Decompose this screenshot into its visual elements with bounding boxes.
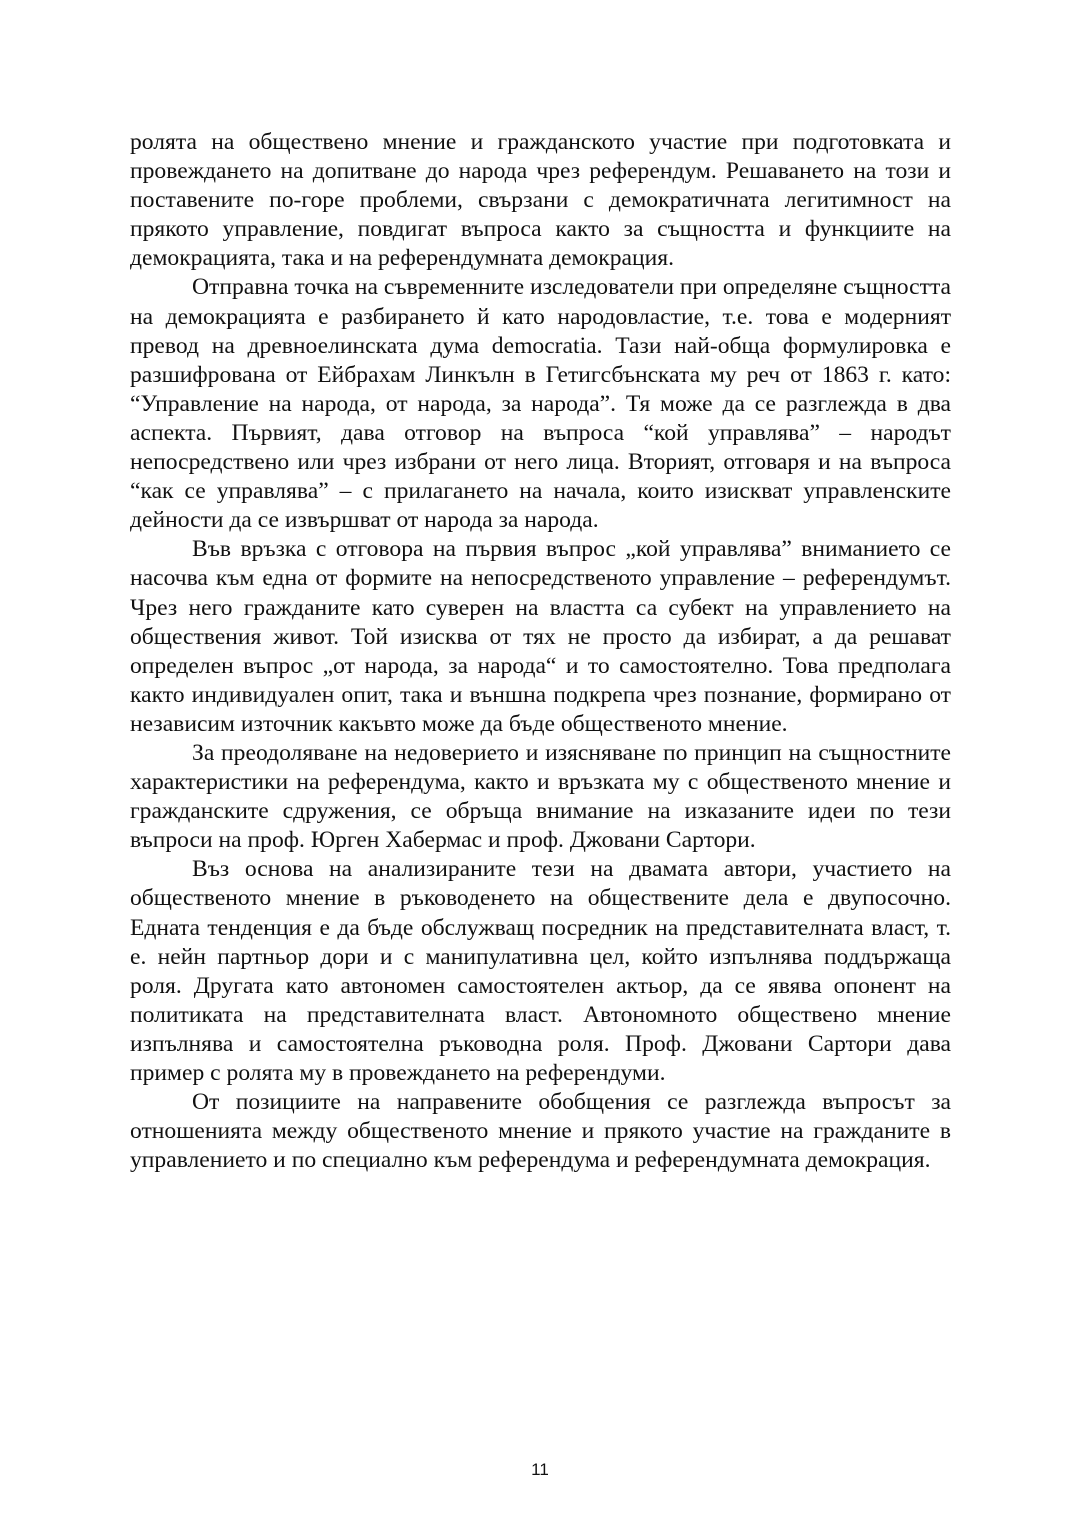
paragraph-5: Въз основа на анализираните тези на двамата автори, участието на общественото мнение в ръководенето на обществените дела е двупосочно. Едната тенденция е да бъде обслужващ посредник на представителната власт, т. е. нейн партньор дори и с манипулативна цел, който изпълнява поддържаща роля. Другата като автономен самостоятелен актьор, да се явява опонент на политиката на представителната власт. Автономното обществено мнение изпълнява и самостоятелна ръководна роля. Проф. Джовани Сартори дава пример с ролята му в провеждането на референдуми. (130, 856, 951, 1086)
paragraph-4: За преодоляване на недоверието и изясняване по принцип на същностните характеристики на референдума, както и връзката му с общественото мнение и гражданските сдружения, се обръща внимание на изказаните идеи по тези въпроси на проф. Юрген Хабермас и проф. Джовани Сартори. (130, 739, 951, 854)
paragraph-1: ролята на обществено мнение и гражданското участие при подготовката и провеждането на допитване до народа чрез референдум. Решаването на този и поставените по-горе проблеми, свързани с демократичната легитимност на прякото управление, повдигат въпроса както за същността и функциите на демокрацията, така и на референдумната демокрация. (130, 129, 951, 272)
paragraph-2: Отправна точка на съвременните изследователи при определяне същността на демокрацията е разбирането й като народовластие, т.е. това е модерният превод на древноелинската дума democratia. Тази най-обща формулировка е разшифрована от Ейбрахам Линкълн в Гетигсбънската му реч от 1863 г. като: “Управление на народа, от народа, за народа”. Тя може да се разглежда в два аспекта. Първият, дава отговор на въпроса “кой управлява” – народът непосредствено или чрез избрани от него лица. Вторият, отговаря и на въпроса “как се управлява” – с прилагането на начала, които изискват управленските дейности да се извършват от народа за народа. (130, 274, 952, 534)
page-body (130, 128, 951, 1175)
paragraph-3: Във връзка с отговора на първия въпрос „кой управлява” вниманието се насочва към една от формите на непосредственото управление – референдумът. Чрез него гражданите като суверен на властта са субект на управлението на обществения живот. Той изисква от тях не просто да избират, а да решават определен въпрос „от народа, за народа“ и то самостоятелно. Това предполага както индивидуален опит, така и външна подкрепа чрез познание, формирано от независим източник какъвто може да бъде общественото мнение. (130, 536, 951, 737)
paragraph-6: От позициите на направените обобщения се разглежда въпросът за отношенията между общественото мнение и прякото участие на гражданите в управлението и по специално към референдума и референдумната демокрация. (130, 1089, 951, 1174)
page-number: 11 (531, 1460, 549, 1479)
